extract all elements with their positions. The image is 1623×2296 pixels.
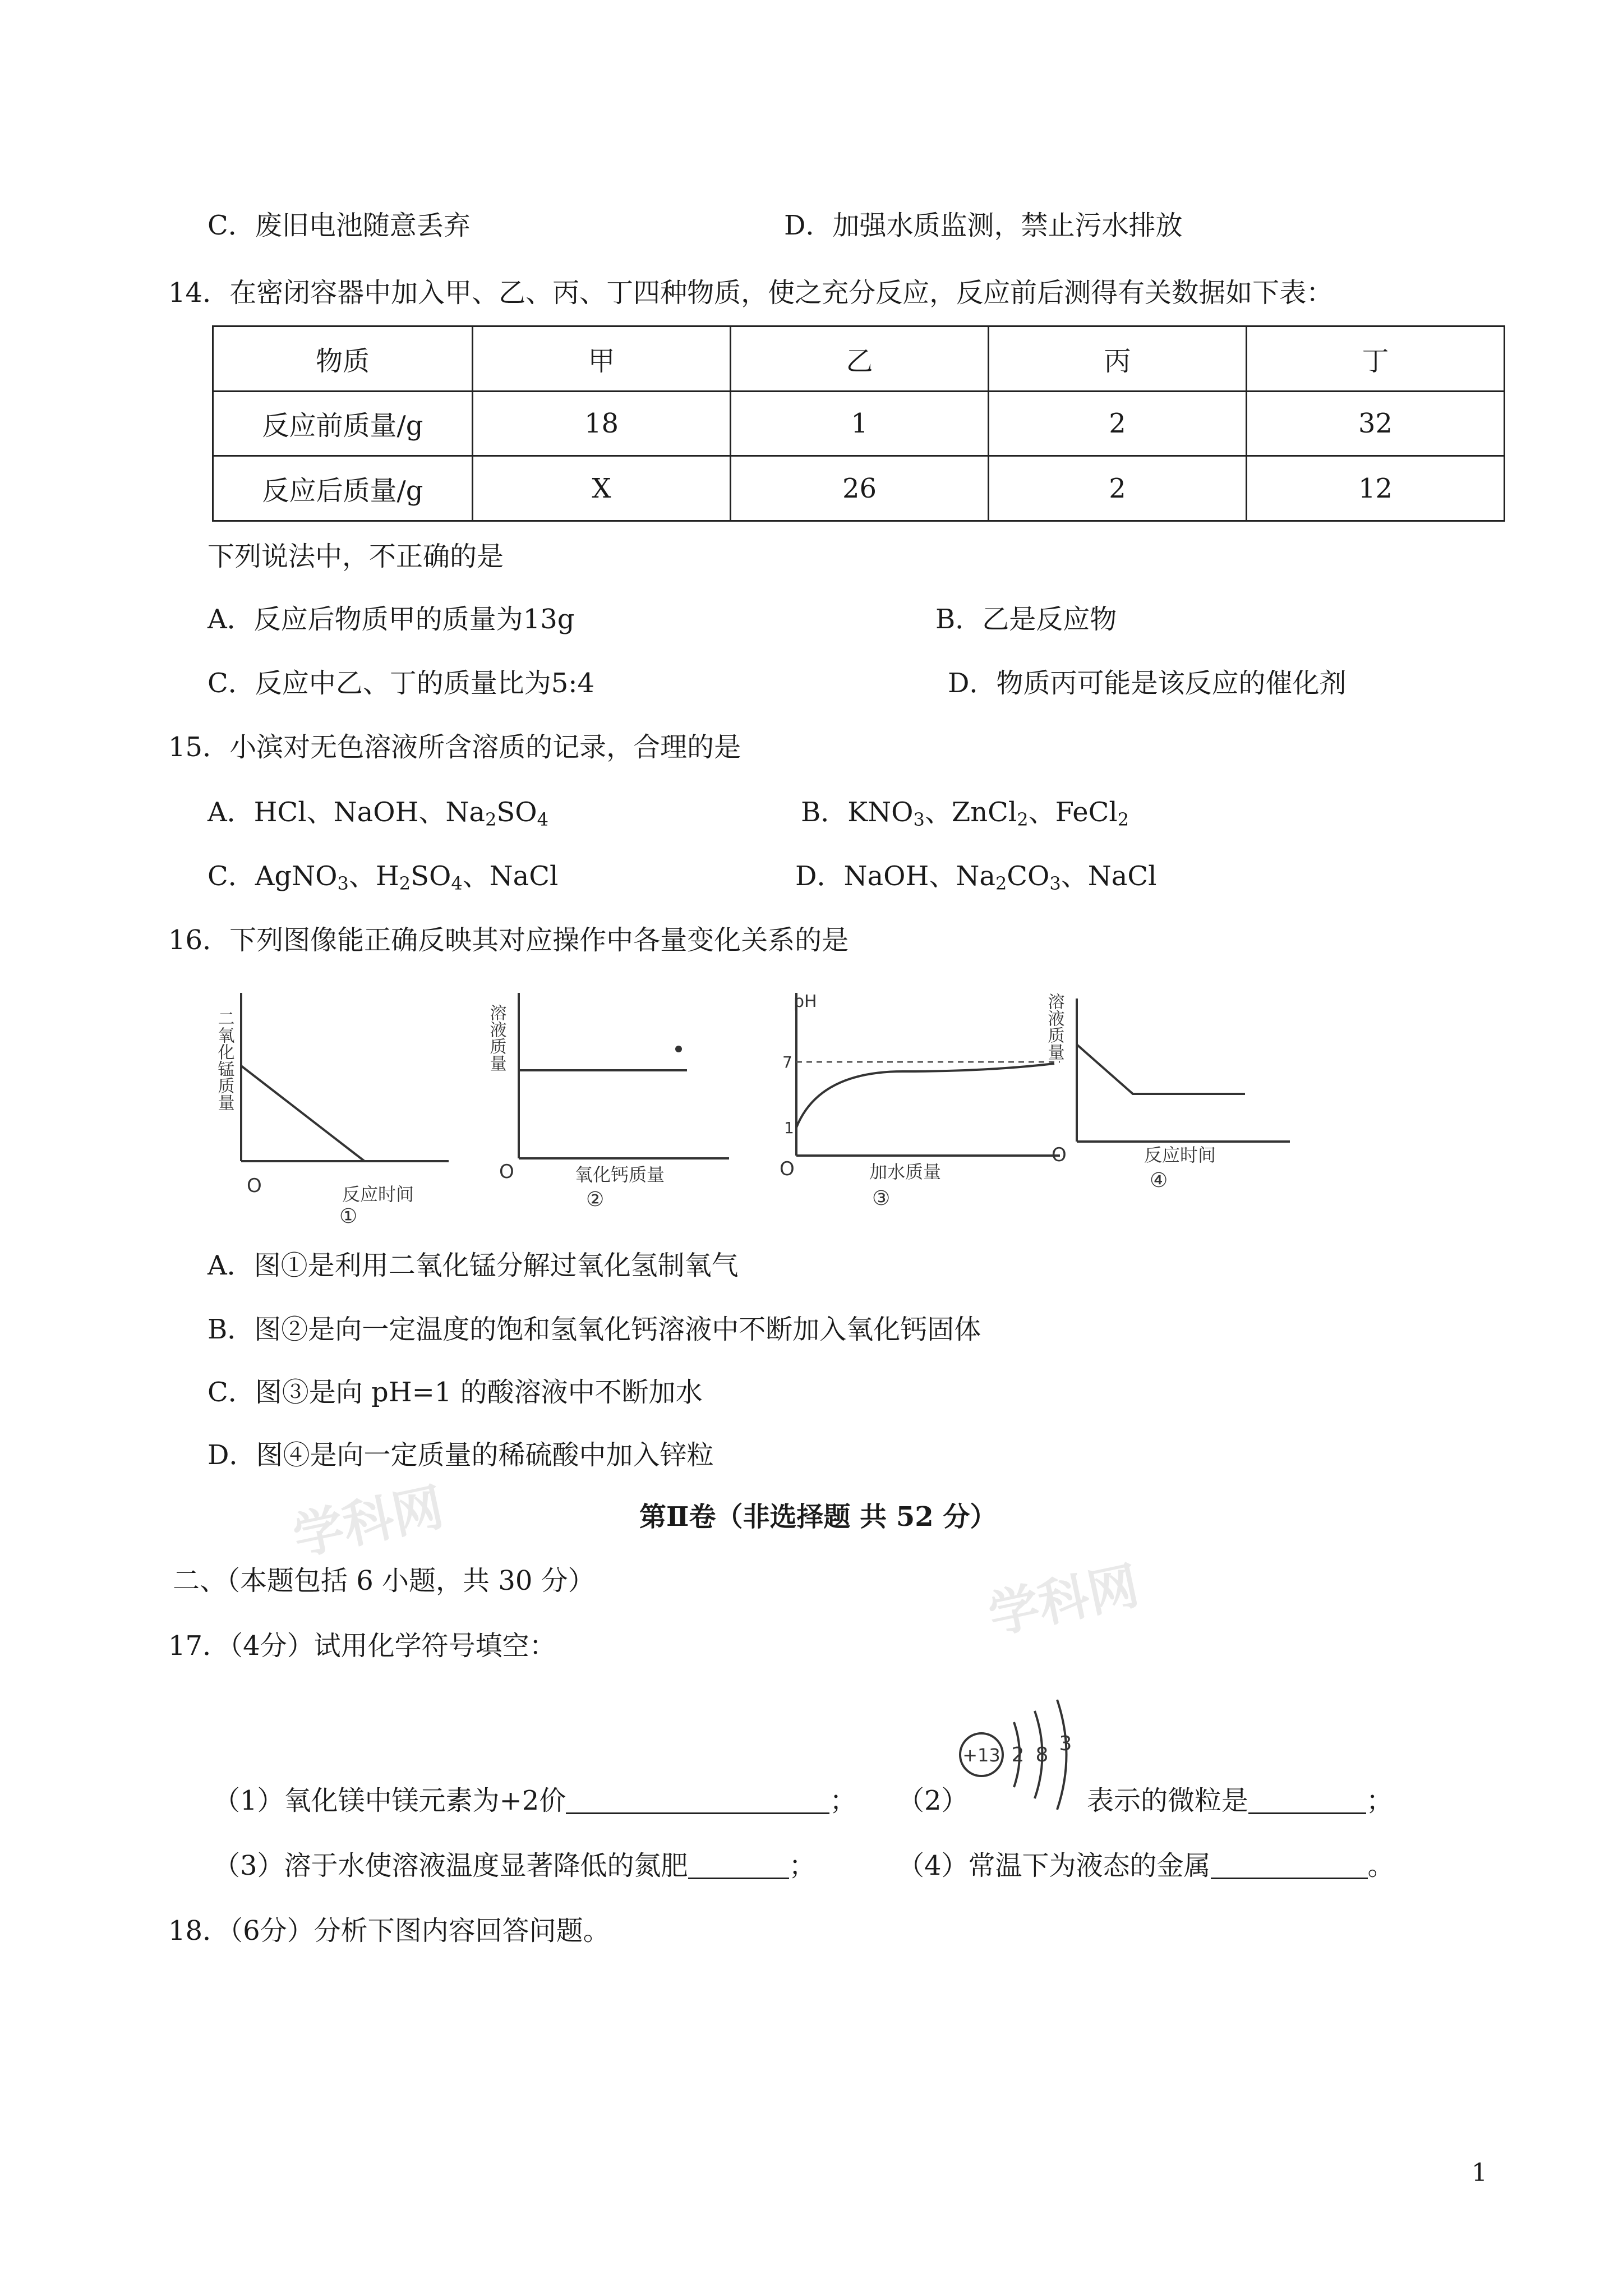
q17-part-3-text: （3）溶于水使溶液温度显著降低的氮肥 [213,1850,688,1881]
subscript: 3 [913,809,925,830]
graph-1 [214,993,460,1228]
watermark: 学科网 [288,1477,449,1567]
subscript: 3 [337,873,349,894]
section-subtitle: 二、（本题包括 6 小题，共 30 分） [173,1565,595,1596]
subscript: 2 [1117,809,1129,830]
subscript: 2 [485,809,497,830]
x-axis-label: 反应时间 [1144,1144,1216,1166]
graph-4 [1044,982,1301,1217]
table-cell: 丙 [989,326,1247,392]
electron-count: 3 [1059,1732,1072,1755]
nucleus-charge: +13 [962,1745,1000,1766]
subscript: 2 [1017,809,1029,830]
q14-prompt: 下列说法中，不正确的是 [208,541,504,572]
q15-option-c [208,859,558,893]
q13-option-d: D．加强水质监测，禁止污水排放 [784,210,1183,241]
q14-data-table [212,325,1505,522]
punctuation: ； [1366,1785,1394,1816]
graph-number: ① [339,1205,358,1228]
q17-part-1-text: （1）氧化镁中镁元素为+2价 [213,1785,566,1816]
q16-stem: 16．下列图像能正确反映其对应操作中各量变化关系的是 [168,924,849,956]
table-cell: 甲 [473,326,731,392]
section-title: 第Ⅱ卷（非选择题 共 52 分） [639,1501,997,1533]
subscript: 2 [399,873,411,894]
y-axis-label: 溶液质量 [486,1004,506,1071]
q17-part-4-text: （4）常温下为液态的金属 [897,1850,1211,1881]
electron-count: 8 [1035,1743,1049,1766]
table-cell: 物质 [213,326,473,392]
formula-text: CO [1007,861,1050,892]
x-axis-label: 反应时间 [342,1184,414,1205]
origin-label: O [499,1161,514,1183]
q17-part-2-label: （2） [897,1785,969,1816]
table-cell: 反应后质量/g [213,456,473,521]
q17-part-4 [897,1849,1395,1883]
origin-label: O [1052,1144,1067,1166]
subscript: 4 [537,809,549,830]
q17-part-2-text: 表示的微粒是 [1087,1785,1249,1816]
y-axis-label: pH [794,992,817,1011]
answer-blank[interactable] [1211,1851,1368,1879]
origin-label: O [780,1158,795,1180]
formula-text: D．NaOH、Na [795,861,995,892]
formula-text: B．KNO [801,797,914,828]
formula-text: 、H [348,861,399,892]
x-axis-label: 加水质量 [869,1161,942,1182]
formula-text: SO [411,861,451,892]
q15-option-b [801,795,1129,829]
table-cell: 2 [989,391,1247,456]
q16-option-d: D．图④是向一定质量的稀硫酸中加入锌粒 [208,1439,714,1471]
graph-curve [1077,1045,1245,1094]
formula-text: 、NaCl [462,861,559,892]
tick-label-1: 1 [784,1119,794,1137]
atomic-structure-diagram [953,1683,1099,1834]
answer-blank[interactable] [688,1851,789,1879]
table-cell: 反应前质量/g [213,391,473,456]
q18-stem: 18．（6分）分析下图内容回答问题。 [168,1915,610,1947]
table-cell: 12 [1247,456,1505,521]
y-axis-label: 溶液质量 [1044,993,1064,1060]
punctuation: 。 [1367,1850,1395,1881]
q16-option-a: A．图①是利用二氧化锰分解过氧化氢制氧气 [208,1250,739,1281]
page-number: 1 [1472,2159,1487,2187]
q15-option-a [208,795,548,829]
table-row [213,391,1505,456]
table-cell: 2 [989,456,1247,521]
formula-text: 、NaCl [1061,861,1157,892]
subscript: 3 [1049,873,1061,894]
q17-part-3 [213,1849,816,1883]
graph-curve [796,1064,1054,1128]
graph-3 [768,993,1071,1217]
formula-text: 、FeCl [1028,797,1118,828]
q13-option-c: C．废旧电池随意丢弃 [208,210,471,241]
subscript: 2 [995,873,1007,894]
graph-number: ③ [872,1187,891,1210]
q15-option-d [795,859,1156,893]
graph-number: ② [586,1188,605,1211]
graph-2 [486,993,740,1217]
q14-option-d: D．物质丙可能是该反应的催化剂 [948,668,1347,699]
q14-stem: 14．在密闭容器中加入甲、乙、丙、丁四种物质，使之充分反应，反应前后测得有关数据如下表： [168,277,1334,309]
formula-text: A．HCl、NaOH、Na [208,797,486,828]
q15-stem: 15．小滨对无色溶液所含溶质的记录，合理的是 [168,731,741,763]
graph-curve [241,1066,365,1161]
table-cell: 丁 [1247,326,1505,392]
table-row [213,326,1505,392]
formula-text: SO [496,797,537,828]
table-row [213,456,1505,521]
table-cell: 18 [473,391,731,456]
electron-count: 2 [1011,1743,1025,1766]
tick-label-7: 7 [782,1053,792,1071]
q14-option-c: C．反应中乙、丁的质量比为5:4 [208,668,594,699]
answer-blank[interactable] [1248,1786,1366,1814]
q16-option-b: B．图②是向一定温度的饱和氢氧化钙溶液中不断加入氧化钙固体 [208,1314,981,1345]
q17-stem: 17．（4分）试用化学符号填空： [168,1630,556,1662]
table-cell: 1 [731,391,989,456]
origin-label: O [247,1175,262,1197]
q14-option-a: A．反应后物质甲的质量为13g [208,604,575,635]
subscript: 4 [451,873,463,894]
x-axis-label: 氧化钙质量 [575,1164,665,1185]
watermark: 学科网 [983,1556,1144,1645]
punctuation: ； [829,1785,857,1816]
formula-text: C．AgNO [208,861,338,892]
q16-option-c: C．图③是向 pH=1 的酸溶液中不断加水 [208,1377,703,1408]
q14-option-b: B．乙是反应物 [935,604,1117,635]
table-cell: 乙 [731,326,989,392]
q17-part-1 [213,1784,856,1818]
table-cell: 32 [1247,391,1505,456]
formula-text: 、ZnCl [924,797,1017,828]
table-cell: X [473,456,731,521]
y-axis-label: 二氧化锰质量 [214,1010,234,1111]
punctuation: ； [789,1850,816,1881]
answer-blank[interactable] [566,1786,829,1814]
graph-number: ④ [1150,1169,1168,1192]
graph-mark [675,1046,682,1052]
table-cell: 26 [731,456,989,521]
q17-part-2 [1087,1784,1393,1818]
